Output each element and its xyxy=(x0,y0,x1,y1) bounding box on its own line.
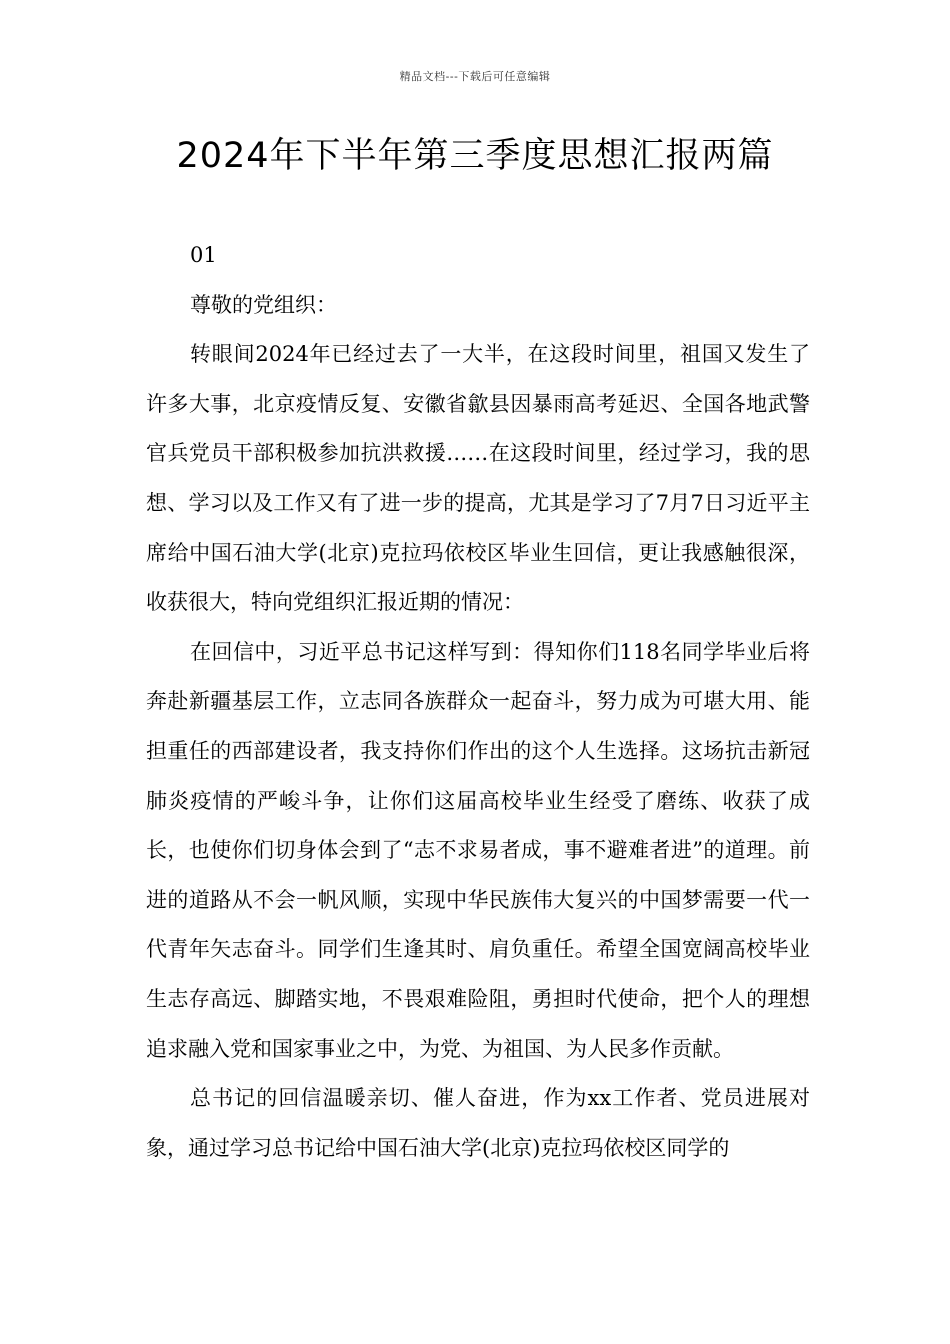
document-title: 2024年下半年第三季度思想汇报两篇 xyxy=(176,136,774,176)
document-body xyxy=(146,231,810,1173)
header-note: 精品文档---下载后可任意编辑 xyxy=(399,70,551,83)
paragraph: 转眼间2024年已经过去了一大半，在这段时间里，祖国又发生了许多大事，北京疫情反复、安徽省歙县因暴雨高考延迟、全国各地武警官兵党员干部积极参加抗洪救援……在这段时间里，经过学习，我的思想、学习以及工作又有了进一步的提高，尤其是学习了7月7日习近平主席给中国石油大学(北京)克拉玛依校区毕业生回信，更让我感触很深，收获很大，特向党组织汇报近期的情况： xyxy=(146,342,810,615)
paragraph: 总书记的回信温暖亲切、催人奋进，作为xx工作者、党员进展对象，通过学习总书记给中国石油大学(北京)克拉玛依校区同学的 xyxy=(146,1086,810,1160)
paragraph: 在回信中，习近平总书记这样写到：得知你们118名同学毕业后将奔赴新疆基层工作，立志同各族群众一起奋斗，努力成为可堪大用、能担重任的西部建设者，我支持你们作出的这个人生选择。这场抗击新冠肺炎疫情的严峻斗争，让你们这届高校毕业生经受了磨练、收获了成长，也使你们切身体会到了“志不求易者成，事不避难者进”的道理。前进的道路从不会一帆风顺，实现中华民族伟大复兴的中国梦需要一代一代青年矢志奋斗。同学们生逢其时、肩负重任。希望全国宽阔高校毕业生志存高远、脚踏实地，不畏艰难险阻，勇担时代使命，把个人的理想追求融入党和国家事业之中，为党、为祖国、为人民多作贡献。 xyxy=(146,639,810,1061)
paragraph-section-number: 01 xyxy=(190,243,217,267)
paragraph-salutation: 尊敬的党组织： xyxy=(190,292,337,317)
